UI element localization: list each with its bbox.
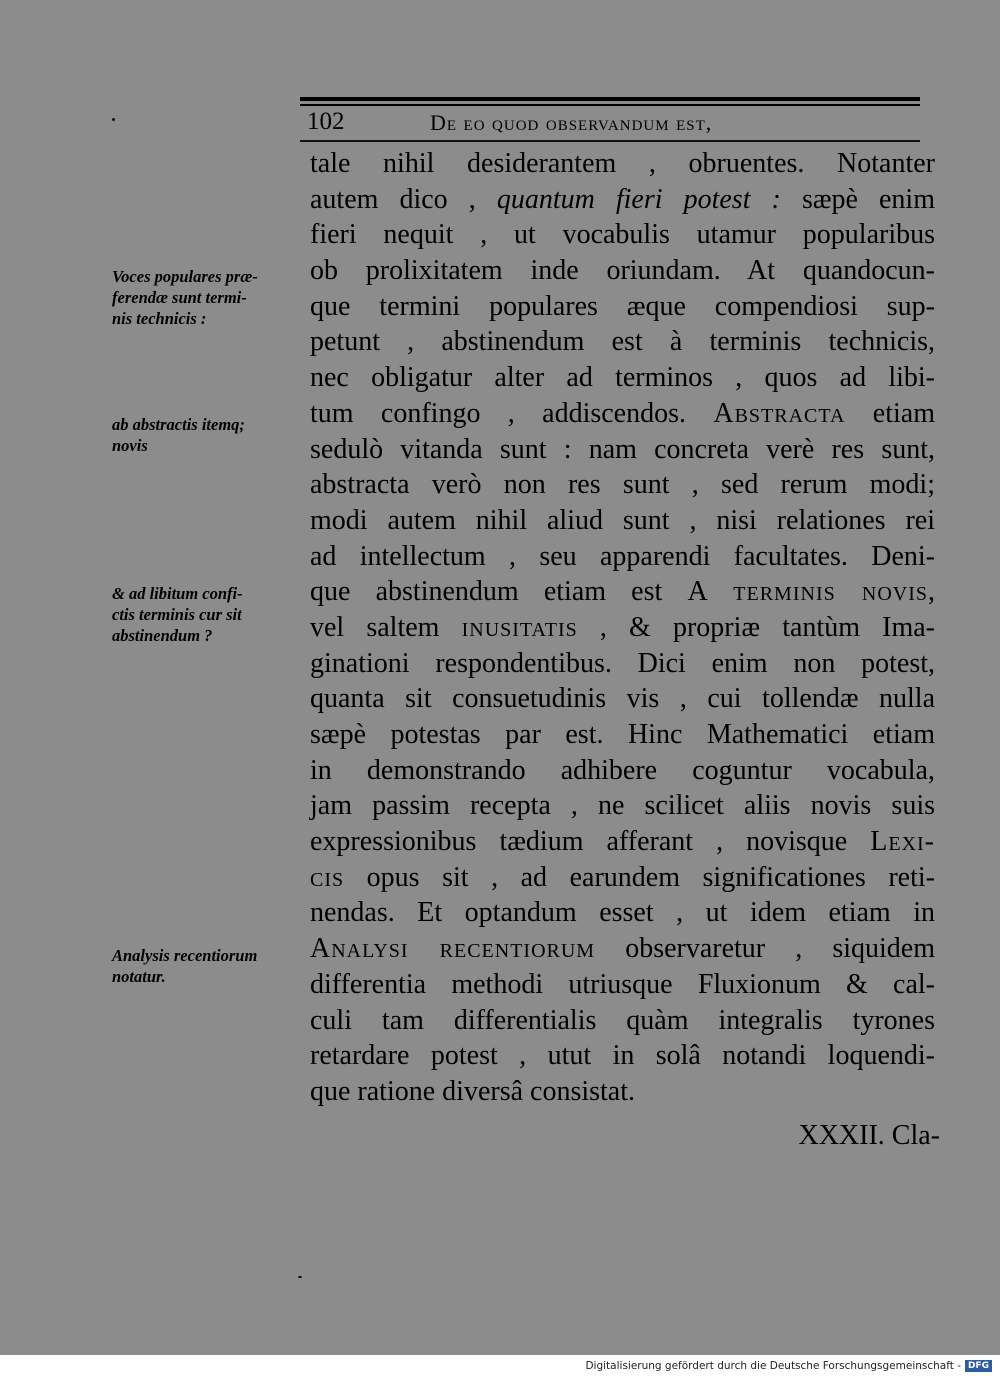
catchword: XXXII. Cla- — [798, 1120, 940, 1151]
small-caps-term: cis — [310, 861, 345, 893]
marginal-note-line: nis technicis : — [112, 309, 207, 328]
small-caps-term: Abstracta — [713, 397, 846, 429]
body-line: abstracta verò non res sunt , sed rerum modi; — [310, 469, 935, 501]
credit-text: Digitalisierung gefördert durch die Deutsche Forschungsgemeinschaft - — [585, 1360, 961, 1372]
running-header — [305, 106, 915, 138]
body-line: modi autem nihil aliud sunt , nisi relationes rei — [310, 504, 935, 536]
marginal-note-line: ferendæ sunt termi- — [112, 288, 247, 307]
body-line: retardare potest , utut in solâ notandi loquendi- — [310, 1040, 935, 1072]
body-line: nec obligatur alter ad terminos , quos ad libi- — [310, 362, 935, 394]
body-line: quanta sit consuetudinis vis , cui tollendæ nulla — [310, 683, 935, 715]
small-caps-term: A terminis novis — [687, 576, 928, 608]
body-text — [310, 146, 935, 1110]
body-line: que abstinendum etiam est A terminis novis, — [310, 576, 935, 608]
body-line: nendas. Et optandum esset , ut idem etiam in — [310, 897, 935, 929]
marginal-note-line: Analysis recentiorum — [112, 946, 258, 965]
scan-speck — [298, 1276, 302, 1278]
body-line: in demonstrando adhibere coguntur vocabula, — [310, 754, 935, 786]
small-caps-term: Lexi- — [870, 826, 935, 858]
marginal-note-line: ab abstractis itemq; — [112, 415, 245, 434]
body-line: autem dico , quantum fieri potest : sæpè enim — [310, 183, 935, 215]
body-line: ginationi respondentibus. Dici enim non potest, — [310, 647, 935, 679]
page-number: 102 — [307, 108, 345, 135]
header-rule — [300, 97, 920, 101]
body-line: tum confingo , addiscendos. Abstracta etiam — [310, 397, 935, 429]
body-line: sæpè potestas par est. Hinc Mathematici etiam — [310, 719, 935, 750]
marginal-note-line: notatur. — [112, 967, 166, 986]
italic-phrase: quantum fieri potest : — [496, 183, 781, 215]
body-line: differentia methodi utriusque Fluxionum & cal- — [310, 968, 935, 1000]
dfg-logo: DFG — [965, 1360, 992, 1372]
body-line: Analysi recentiorum observaretur , siquidem — [310, 933, 935, 965]
digitization-credit — [585, 1358, 992, 1374]
body-line: tale nihil desiderantem , obruentes. Notanter — [310, 148, 935, 179]
marginal-note-line: abstinendum ? — [112, 626, 213, 645]
marginal-note-line: ctis terminis cur sit — [112, 605, 242, 624]
body-line: fieri nequit , ut vocabulis utamur popularibus — [310, 219, 935, 251]
body-line: jam passim recepta , ne scilicet aliis novis suis — [310, 790, 935, 822]
marginal-note-abstractis — [112, 414, 302, 456]
marginal-note-analysis — [112, 945, 302, 987]
body-line: que termini populares æque compendiosi sup- — [310, 290, 935, 322]
marginal-note-populares — [112, 266, 302, 329]
body-line: ob prolixitatem inde oriundam. At quandocun- — [310, 255, 935, 287]
body-line: que ratione diversâ consistat. — [310, 1075, 636, 1107]
marginal-note-line: & ad libitum confi- — [112, 584, 243, 603]
marginal-note-line: novis — [112, 436, 148, 455]
body-line: vel saltem inusitatis , & propriæ tantùm Ima- — [310, 611, 935, 643]
header-underline — [300, 140, 920, 142]
scan-speck — [112, 118, 115, 121]
body-line: ad intellectum , seu apparendi facultates. Deni- — [310, 540, 935, 572]
body-line: petunt , abstinendum est à terminis technicis, — [310, 326, 935, 358]
marginal-note-line: Voces populares præ- — [112, 267, 258, 286]
body-line: cis opus sit , ad earundem significationes reti- — [310, 861, 935, 893]
body-line: expressionibus tædium afferant , novisque Lexi- — [310, 826, 935, 858]
running-title: De eo quod observandum est, — [430, 110, 713, 135]
small-caps-term: inusitatis — [461, 611, 578, 643]
small-caps-term: Analysi recentiorum — [310, 933, 596, 965]
body-line: sedulò vitanda sunt : nam concreta verè res sunt, — [310, 433, 935, 465]
body-line: culi tam differentialis quàm integralis tyrones — [310, 1004, 935, 1036]
marginal-note-confictis — [112, 583, 302, 646]
